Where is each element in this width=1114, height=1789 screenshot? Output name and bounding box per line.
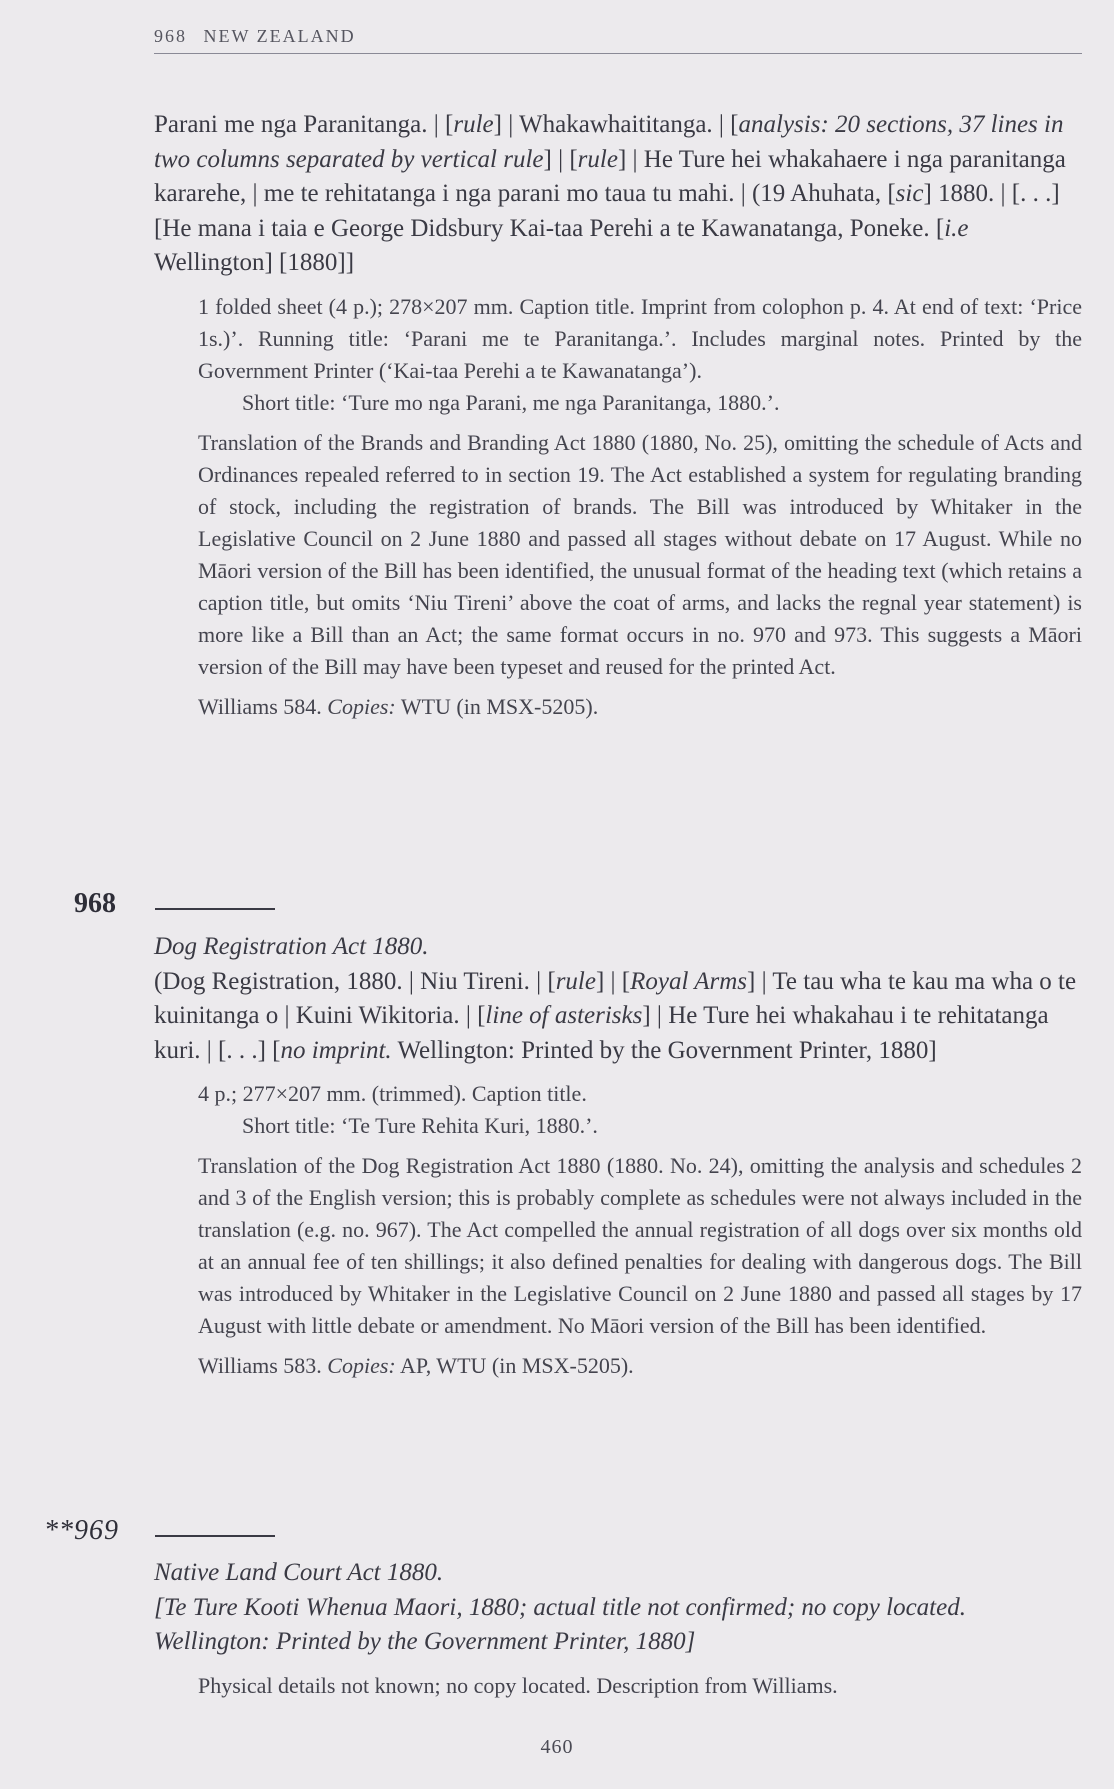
running-head-title: NEW ZEALAND	[203, 26, 356, 46]
entry-967-physical: 1 folded sheet (4 p.); 278×207 mm. Caption title. Imprint from colophon p. 4. At end of text: ‘Price 1s.)’. Running title: ‘Parani me te Paranitanga.’. Includes marginal notes. Printed by the Government Printer (‘Kai-taa Perehi a te Kawanatanga’).	[198, 293, 1082, 383]
entry-968-heading	[154, 930, 1082, 1068]
running-head-page-number: 968	[154, 26, 187, 46]
entry-969-rule	[155, 1535, 275, 1537]
entry-number-969: **969	[44, 1515, 119, 1546]
entry-967-heading: Parani me nga Paranitanga. | [rule] | Whakawhaititanga. | [analysis: 20 sections, 37 lines in two columns separated by vertical rule] | [rule] | He Ture hei whakahaere i nga paranitanga kararehe, | me te rehitatanga i nga parani mo taua tu mahi. | (19 Ahuhata, [sic] 1880. | [. . .] [He mana i taia e George Didsbury Kai-taa Perehi a te Kawanatanga, Poneke. [i.e Wellington] [1880]]	[154, 111, 1066, 276]
entry-967-description	[198, 291, 1082, 723]
running-head	[154, 26, 1082, 54]
entry-969-bracket-title: [Te Ture Kooti Whenua Maori, 1880; actual title not confirmed; no copy located. Wellington: Printed by the Government Printer, 1880]	[154, 1593, 966, 1655]
folio-page-number: 460	[540, 1736, 574, 1758]
entry-967-short-title: Short title: ‘Ture mo nga Parani, me nga Paranitanga, 1880.’.	[242, 389, 780, 415]
entry-969-physical: Physical details not known; no copy located. Description from Williams.	[198, 1672, 838, 1698]
entry-967-note: Translation of the Brands and Branding Act 1880 (1880, No. 25), omitting the schedule of Acts and Ordinances repealed referred to in section 19. The Act established a system for regulating branding of stock, including the registration of brands. The Bill was introduced by Whitaker in the Legislative Council on 2 June 1880 and passed all stages without debate on 17 August. While no Māori version of the Bill has been identified, the unusual format of the heading text (which retains a caption title, but omits ‘Niu Tireni’ above the coat of arms, and lacks the regnal year statement) is more like a Bill than an Act; the same format occurs in no. 970 and 973. This suggests a Māori version of the Bill may have been typeset and reused for the printed Act.	[198, 429, 1082, 679]
entry-number-968: 968	[74, 888, 116, 919]
entry-967-continuation	[154, 108, 1082, 723]
entry-968-note: Translation of the Dog Registration Act 1880 (1880. No. 24), omitting the analysis and schedules 2 and 3 of the English version; this is probably complete as schedules were not always included in the translation (e.g. no. 967). The Act compelled the annual registration of all dogs over six months old at an annual fee of ten shillings; it also defined penalties for dealing with dangerous dogs. The Bill was introduced by Whitaker in the Legislative Council on 2 June 1880 and passed all stages by 17 August with little debate or amendment. No Māori version of the Bill has been identified.	[198, 1153, 1082, 1338]
entry-968-physical: 4 p.; 277×207 mm. (trimmed). Caption title.	[198, 1081, 587, 1106]
entry-968-english-title: Dog Registration Act 1880.	[154, 933, 429, 960]
entry-968-references: Williams 583. Copies: AP, WTU (in MSX-5205).	[198, 1353, 634, 1378]
entry-968-description	[198, 1078, 1082, 1382]
entry-968-short-title: Short title: ‘Te Ture Rehita Kuri, 1880.’.	[242, 1113, 598, 1138]
entry-969-heading	[154, 1556, 1082, 1660]
entry-969-description	[198, 1670, 1082, 1702]
entry-969-english-title: Native Land Court Act 1880.	[154, 1559, 444, 1586]
entry-967-references: Williams 584. Copies: WTU (in MSX-5205).	[198, 693, 599, 719]
entry-969	[154, 1556, 1082, 1702]
entry-968-rule	[155, 908, 275, 910]
entry-968	[154, 930, 1082, 1382]
entry-968-title-transcription: (Dog Registration, 1880. | Niu Tireni. | [rule] | [Royal Arms] | Te tau wha te kau ma wha o te kuinitanga o | Kuini Wikitoria. | [line of asterisks] | He Ture hei whakahau i te rehitatanga kuri. | [. . .] [no imprint. Wellington: Printed by the Government Printer, 1880]	[154, 967, 1077, 1064]
